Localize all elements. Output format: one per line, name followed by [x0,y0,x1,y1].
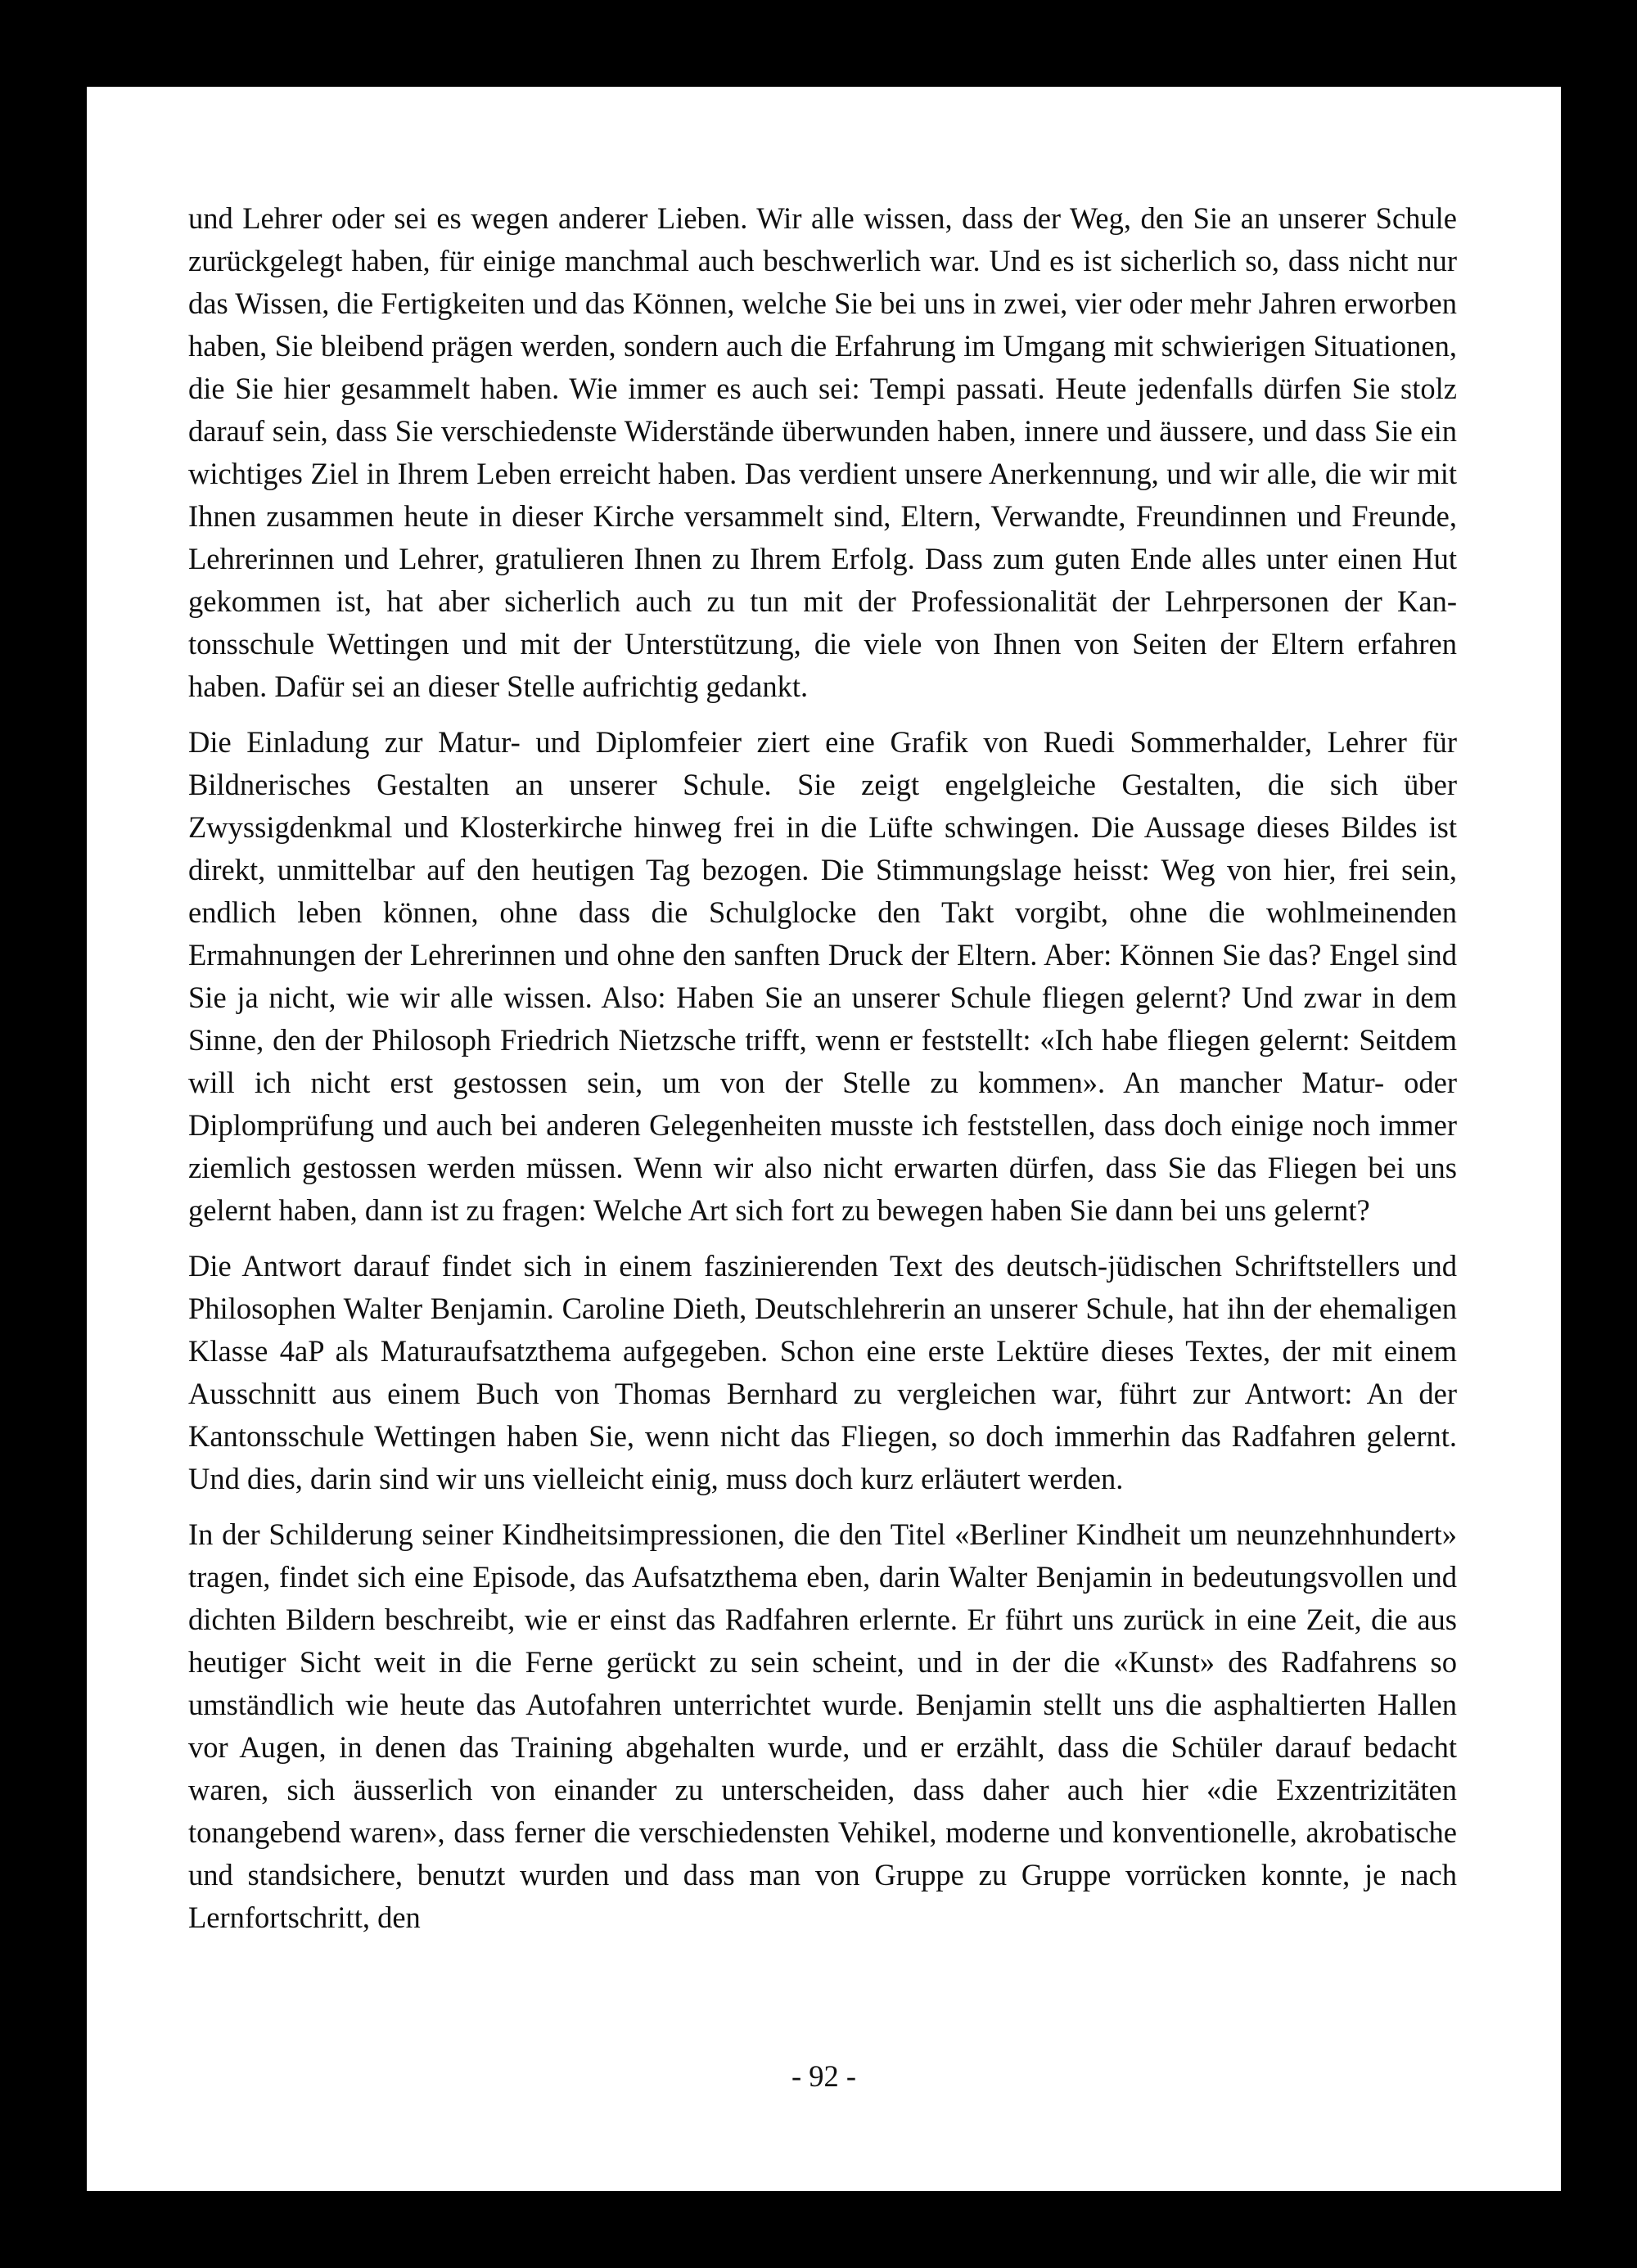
paragraph-4: In der Schilderung seiner Kindheitsimpressionen, die den Titel «Berliner Kindheit um neunzehnhundert» tragen, findet sich eine Episode, das Aufsatzthema eben, darin Walter Benjamin in bedeutungsvollen und dichten Bildern beschreibt, wie er einst das Radfahren erlernte. Er führt uns zurück in eine Zeit, die aus heutiger Sicht weit in die Ferne gerückt zu sein scheint, und in der die «Kunst» des Radfahrens so umständlich wie heute das Autofahren unterrichtet wurde. Benjamin stellt uns die asphaltierten Hallen vor Augen, in denen das Training abgehalten wurde, und er erzählt, dass die Schüler darauf bedacht waren, sich äusserlich von einander zu unterscheiden, dass daher auch hier «die Exzentrizitäten tonangebend waren», dass ferner die verschiedensten Vehikel, moderne und konventionelle, akrobatische und standsichere, benutzt wurden und dass man von Gruppe zu Gruppe vorrücken konnte, je nach Lernfortschritt, den [188,1517,1457,1934]
paragraph-1: und Lehrer oder sei es wegen anderer Lieben. Wir alle wissen, dass der Weg, den Sie an unserer Schule zurückgelegt haben, für einige manchmal auch beschwerlich war. Und es ist sicherlich so, dass nicht nur das Wissen, die Fertigkeiten und das Können, welche Sie bei uns in zwei, vier oder mehr Jahren erworben haben, Sie bleibend prägen werden, sondern auch die Erfahrung im Umgang mit schwierigen Situationen, die Sie hier gesammelt haben. Wie immer es auch sei: Tempi passati. Heute jedenfalls dürfen Sie stolz darauf sein, dass Sie verschiedenste Widerstände überwunden haben, innere und äussere, und dass Sie ein wichtiges Ziel in Ihrem Leben erreicht haben. Das verdient unsere Anerkennung, und wir alle, die wir mit Ihnen zusammen heute in dieser Kirche versammelt sind, Eltern, Verwandte, Freundinnen und Freunde, Lehrerinnen und Lehrer, gratulieren Ihnen zu Ihrem Erfolg. Dass zum guten Ende alles unter einen Hut gekommen ist, hat aber sicherlich auch zu tun mit der Professionalität der Lehrpersonen der Kantonsschule Wettingen und mit der Unterstützung, die viele von Ihnen von Seiten der Eltern erfahren haben. Dafür sei an dieser Stelle aufrichtig gedankt. [188,201,1457,703]
paragraph-3: Die Antwort darauf findet sich in einem faszinierenden Text des deutsch-jüdischen Schriftstellers und Philosophen Walter Benjamin. Caroline Dieth, Deutschlehrerin an unserer Schule, hat ihn der ehemaligen Klasse 4aP als Maturaufsatzthema aufgegeben. Schon eine erste Lektüre dieses Textes, der mit einem Ausschnitt aus einem Buch von Thomas Bernhard zu vergleichen war, führt zur Antwort: An der Kantonsschule Wettingen haben Sie, wenn nicht das Fliegen, so doch immerhin das Radfahren gelernt. Und dies, darin sind wir uns vielleicht einig, muss doch kurz erläutert werden. [188,1249,1457,1495]
document-page [87,87,1561,2191]
body-text [188,197,1457,1952]
page-number: - 92 - [791,2059,857,2093]
paragraph-2: Die Einladung zur Matur- und Diplomfeier ziert eine Grafik von Ruedi Sommerhalder, Lehrer für Bildnerisches Gestalten an unserer Schule. Sie zeigt engelgleiche Gestalten, die sich über Zwyssigdenkmal und Klosterkirche hinweg frei in die Lüfte schwingen. Die Aussage dieses Bildes ist direkt, unmittelbar auf den heutigen Tag bezogen. Die Stimmungslage heisst: Weg von hier, frei sein, endlich leben können, ohne dass die Schulglocke den Takt vorgibt, ohne die wohlmeinenden Ermahnungen der Lehrerinnen und ohne den sanften Druck der Eltern. Aber: Können Sie das? Engel sind Sie ja nicht, wie wir alle wissen. Also: Haben Sie an unserer Schule fliegen gelernt? Und zwar in dem Sinne, den der Philosoph Friedrich Nietzsche trifft, wenn er feststellt: «Ich habe fliegen gelernt: Seitdem will ich nicht erst gestossen sein, um von der Stelle zu kommen». An mancher Matur- oder Diplomprüfung und auch bei anderen Gelegenheiten musste ich feststellen, dass doch einige noch immer ziemlich gestossen werden müssen. Wenn wir also nicht erwarten dürfen, dass Sie das Fliegen bei uns gelernt haben, dann ist zu fragen: Welche Art sich fort zu bewegen haben Sie dann bei uns gelernt? [188,725,1457,1227]
